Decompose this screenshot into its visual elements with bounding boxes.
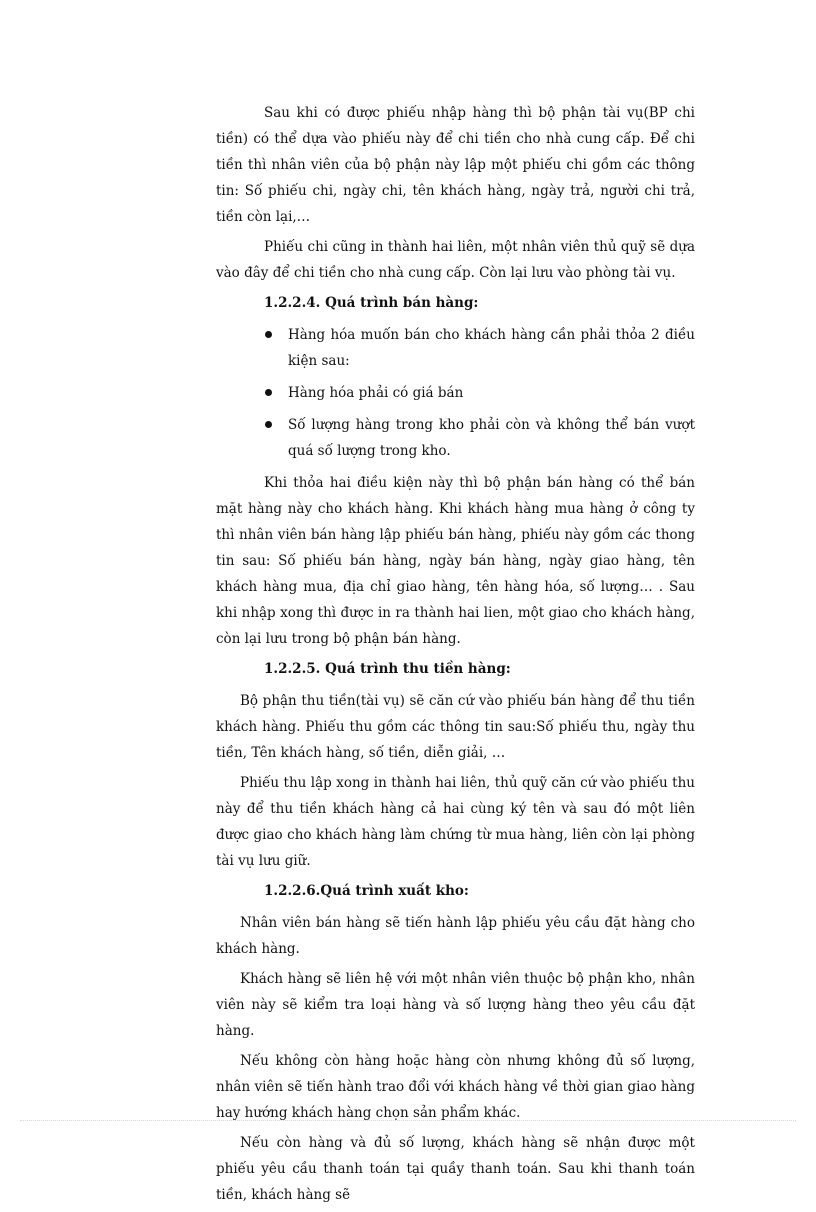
body-text — [216, 100, 695, 1212]
paragraph-order-request: Nhân viên bán hàng sẽ tiến hành lập phiếu yêu cầu đặt hàng cho khách hàng. — [216, 915, 695, 957]
heading-warehouse-process: 1.2.2.6.Quá trình xuất kho: — [264, 883, 469, 899]
paragraph-sales-invoice: Khi thỏa hai điều kiện này thì bộ phận bán hàng có thể bán mặt hàng này cho khách hàng. Khi khách hàng mua hàng ở công ty thì nhân viên bán hàng lập phiếu bán hàng, phiếu này gồm các thong tin sau: Số phiếu bán hàng, ngày bán hàng, ngày giao hàng, tên khách hàng mua, địa chỉ giao hàng, tên hàng hóa, số lượng… . Sau khi nhập xong thì được in ra thành hai lien, một giao cho khách hàng, còn lại lưu trong bộ phận bán hàng. — [216, 475, 695, 647]
list-item — [216, 412, 695, 464]
bullet-icon — [265, 421, 272, 428]
heading-sales-process: 1.2.2.4. Quá trình bán hàng: — [264, 295, 479, 311]
paragraph-payment-voucher: Sau khi có được phiếu nhập hàng thì bộ phận tài vụ(BP chi tiền) có thể dựa vào phiếu này để chi tiền cho nhà cung cấp. Để chi tiền thì nhân viên của bộ phận này lập một phiếu chi gồm các thông tin: Số phiếu chi, ngày chi, tên khách hàng, ngày trả, người chi trả, tiền còn lại,… — [216, 105, 695, 225]
bullet-icon — [265, 331, 272, 338]
list-item-text: Số lượng hàng trong kho phải còn và không thể bán vượt quá số lượng trong kho. — [288, 417, 695, 459]
list-item-text: Hàng hóa phải có giá bán — [288, 385, 464, 401]
paragraph-insufficient-stock: Nếu không còn hàng hoặc hàng còn nhưng không đủ số lượng, nhân viên sẽ tiến hành trao đổi với khách hàng về thời gian giao hàng hay hướng khách hàng chọn sản phẩm khác. — [216, 1053, 695, 1121]
bullet-icon — [265, 389, 272, 396]
sales-conditions-list — [216, 322, 695, 464]
paragraph-payment-copies: Phiếu chi cũng in thành hai liên, một nhân viên thủ quỹ sẽ dựa vào đây để chi tiền cho nhà cung cấp. Còn lại lưu vào phòng tài vụ. — [216, 239, 695, 281]
list-item — [216, 322, 695, 374]
list-item-text: Hàng hóa muốn bán cho khách hàng cần phải thỏa 2 điều kiện sau: — [288, 327, 695, 369]
paragraph-warehouse-check: Khách hàng sẽ liên hệ với một nhân viên thuộc bộ phận kho, nhân viên này sẽ kiểm tra loại hàng và số lượng hàng theo yêu cầu đặt hàng. — [216, 971, 695, 1039]
page-bottom-divider — [20, 1120, 796, 1121]
list-item — [216, 380, 695, 406]
paragraph-receipt-voucher: Bộ phận thu tiền(tài vụ) sẽ căn cứ vào phiếu bán hàng để thu tiền khách hàng. Phiếu thu gồm các thông tin sau:Số phiếu thu, ngày thu tiền, Tên khách hàng, số tiền, diễn giải, … — [216, 693, 695, 761]
paragraph-sufficient-stock: Nếu còn hàng và đủ số lượng, khách hàng sẽ nhận được một phiếu yêu cầu thanh toán tại quầy thanh toán. Sau khi thanh toán tiền, khách hàng sẽ — [216, 1135, 695, 1203]
heading-collection-process: 1.2.2.5. Quá trình thu tiền hàng: — [264, 661, 511, 677]
paragraph-receipt-copies: Phiếu thu lập xong in thành hai liên, thủ quỹ căn cứ vào phiếu thu này để thu tiền khách hàng cả hai cùng ký tên và sau đó một liên được giao cho khách hàng làm chứng từ mua hàng, liên còn lại phòng tài vụ lưu giữ. — [216, 775, 695, 869]
